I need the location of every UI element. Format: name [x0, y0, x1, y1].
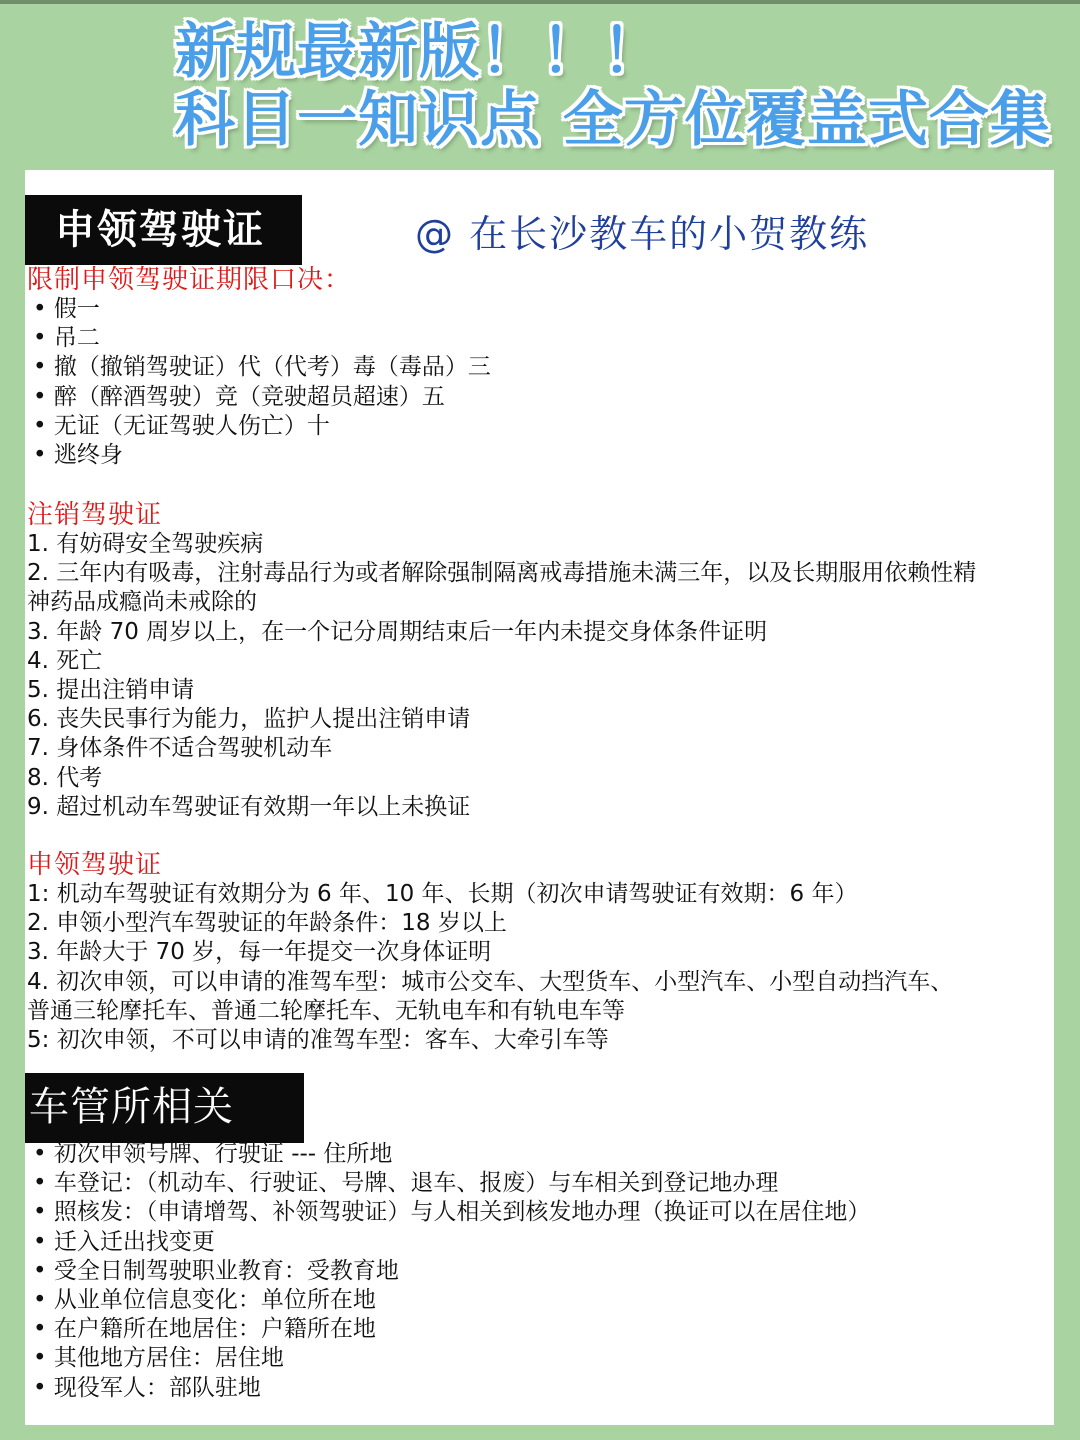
office-item: • 在户籍所在地居住：户籍所在地 [27, 1315, 1052, 1344]
office-item: • 现役军人：部队驻地 [27, 1374, 1052, 1403]
office-item: • 受全日制驾驶职业教育：受教育地 [27, 1257, 1052, 1286]
apply-item: 普通三轮摩托车、普通二轮摩托车、无轨电车和有轨电车等 [27, 997, 625, 1024]
cancel-item: 9. 超过机动车驾驶证有效期一年以上未换证 [27, 793, 471, 820]
cancel-item: 1. 有妨碍安全驾驶疾病 [27, 531, 264, 557]
office-item: • 照核发：（申请增驾、补领驾驶证）与人相关到核发地办理（换证可以在居住地） [27, 1198, 1052, 1227]
office-item: • 车登记：（机动车、行驶证、号牌、退车、报废）与车相关到登记地办理 [27, 1169, 1052, 1198]
office-item: • 初次申领号牌、行驶证 --- 住所地 [27, 1140, 1052, 1169]
cancel-heading: 注销驾驶证 [27, 500, 163, 530]
cancel-section [27, 500, 1052, 822]
cancel-item: 7. 身体条件不适合驾驶机动车 [27, 735, 333, 762]
apply-item: 2. 申领小型汽车驾驶证的年龄条件：18 岁以上 [27, 910, 507, 937]
office-item: • 从业单位信息变化：单位所在地 [27, 1286, 1052, 1315]
apply-item: 1: 机动车驾驶证有效期分为 6 年、10 年、长期（初次申请驾驶证有效期：6 年） [27, 881, 858, 907]
cancel-item: 2. 三年内有吸毒，注射毒品行为或者解除强制隔离戒毒措施未满三年，以及长期服用依赖性精 [27, 560, 977, 587]
limit-item: • 醉（醉酒驾驶）竞（竞驶超员超速）五 [27, 383, 1052, 412]
cancel-item: 3. 年龄 70 周岁以上，在一个记分周期结束后一年内未提交身体条件证明 [27, 618, 768, 645]
limit-heading: 限制申领驾驶证期限口决： [27, 265, 352, 295]
apply-item: 5: 初次申领，不可以申请的准驾车型：客车、大牵引车等 [27, 1026, 609, 1053]
limit-item: • 逃终身 [27, 441, 1052, 470]
office-item: • 迁入迁出找变更 [27, 1228, 1052, 1257]
headline-line-1: 新规最新版！！！ [175, 17, 663, 87]
author-handle: @ 在长沙教车的小贺教练 [415, 212, 870, 256]
cancel-item: 4. 死亡 [27, 647, 103, 674]
content-card [25, 170, 1054, 1425]
cancel-item: 神药品成瘾尚未戒除的 [27, 589, 257, 616]
apply-item: 3. 年龄大于 70 岁，每一年提交一次身体证明 [27, 939, 492, 966]
apply-item: 4. 初次申领，可以申请的准驾车型：城市公交车、大型货车、小型汽车、小型自动挡汽车、 [27, 968, 954, 995]
limit-item: • 假一 [27, 295, 1052, 324]
cancel-item: 6. 丧失民事行为能力，监护人提出注销申请 [27, 706, 471, 733]
apply-heading: 申领驾驶证 [27, 850, 163, 880]
apply-section [27, 850, 1052, 1055]
headline-line-2: 科目一知识点 全方位覆盖式合集 [175, 85, 1051, 155]
office-item: • 其他地方居住：居住地 [27, 1344, 1052, 1373]
cancel-item: 8. 代考 [27, 764, 103, 791]
headline [175, 18, 1055, 154]
cancel-item: 5. 提出注销申请 [27, 676, 195, 703]
limit-item: • 无证（无证驾驶人伤亡）十 [27, 412, 1052, 441]
limit-section [27, 265, 1052, 470]
limit-item: • 吊二 [27, 324, 1052, 353]
section-label-license: 申领驾驶证 [25, 195, 302, 265]
top-strip [0, 0, 1080, 4]
office-section [27, 1140, 1052, 1403]
section-label-vehicle-office: 车管所相关 [25, 1073, 304, 1143]
limit-item: • 撤（撤销驾驶证）代（代考）毒（毒品）三 [27, 353, 1052, 382]
